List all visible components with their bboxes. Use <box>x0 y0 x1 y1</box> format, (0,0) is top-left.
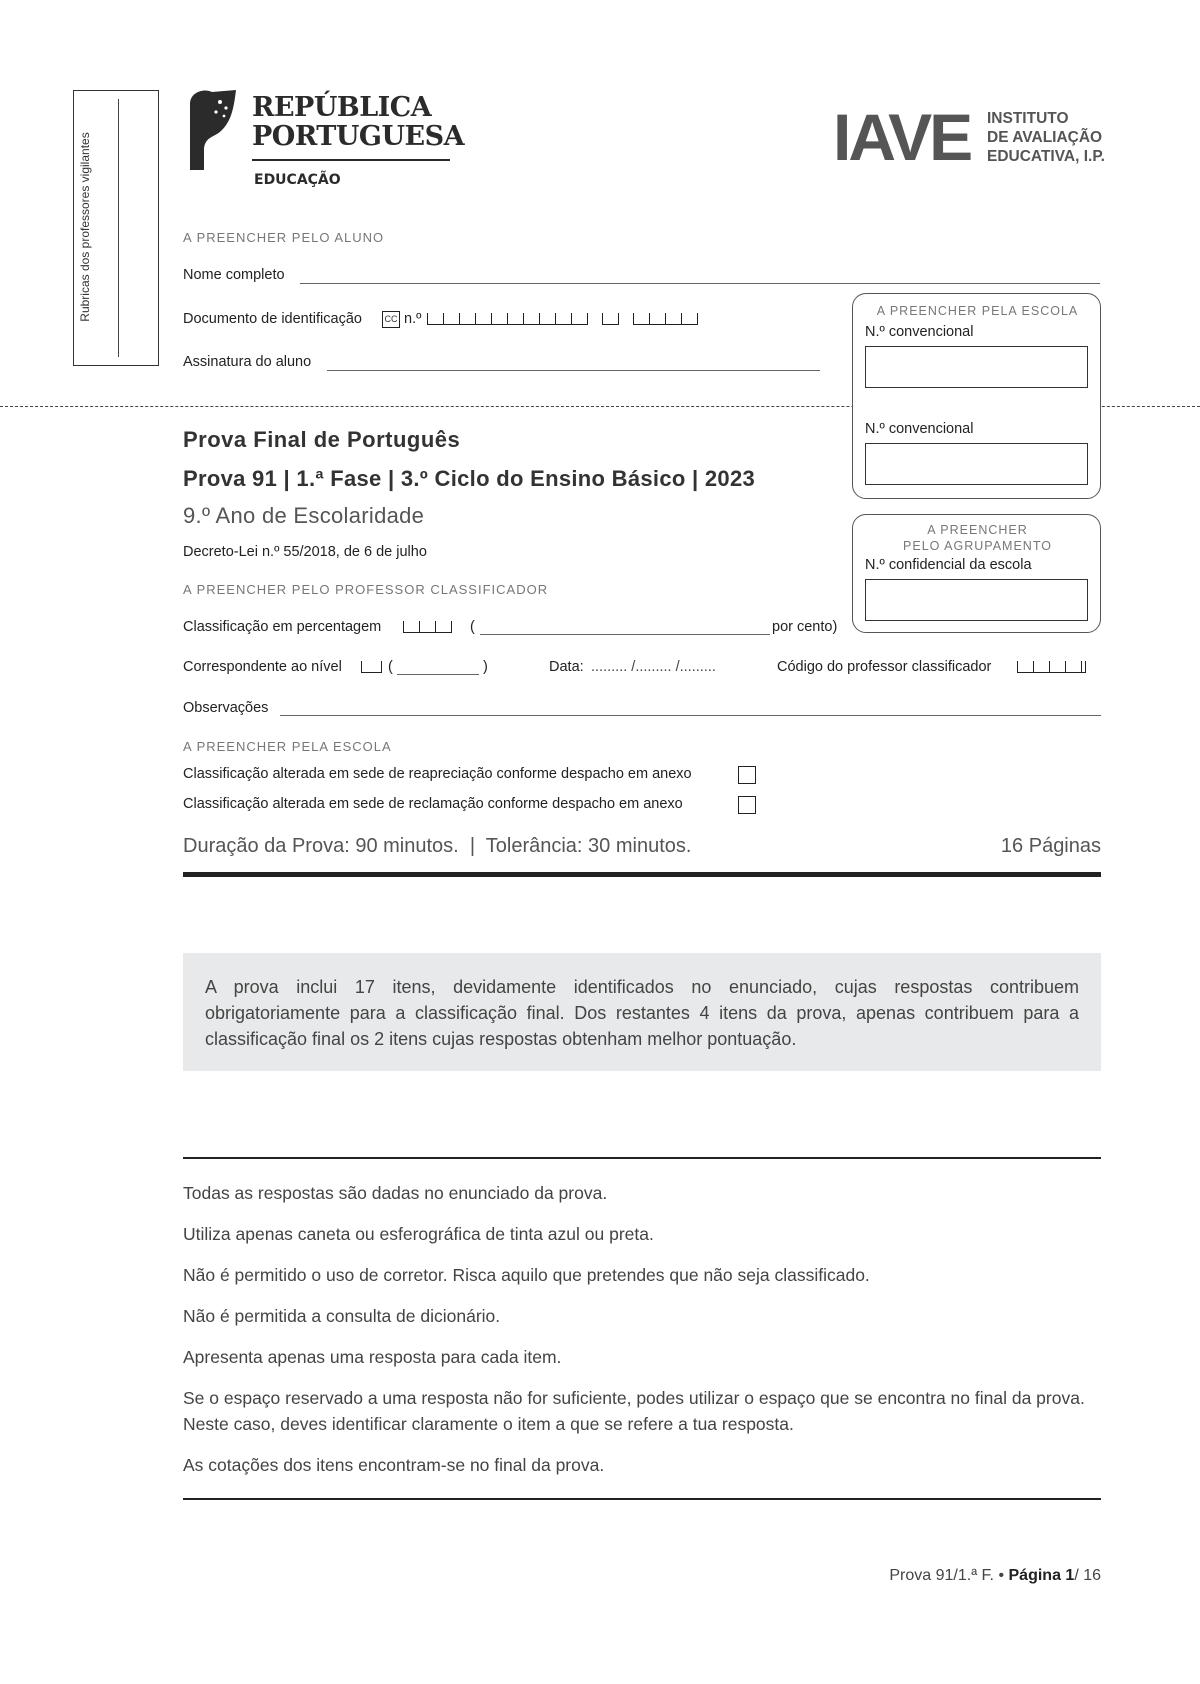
exam-year: 9.º Ano de Escolaridade <box>183 503 425 528</box>
level-label: Correspondente ao nível <box>183 659 342 675</box>
duration-rule <box>183 872 1101 877</box>
doc-cc-label: CC <box>384 314 398 324</box>
group-box-title1: A PREENCHER <box>927 523 1028 537</box>
date-field[interactable]: ......... /......... /......... <box>591 659 716 675</box>
conv2-label: N.º convencional <box>865 421 974 437</box>
republica-emblem-icon <box>182 86 238 170</box>
student-section-label: A PREENCHER PELO ALUNO <box>183 230 385 245</box>
instruction-item: Todas as respostas são dadas no enunciado da prova. <box>183 1183 608 1203</box>
footer-page: Página 1 <box>1008 1567 1075 1584</box>
check2-box[interactable] <box>738 796 756 814</box>
signature-field[interactable] <box>327 370 820 371</box>
instruction-item: Não é permitido o uso de corretor. Risca aquilo que pretendes que não seja classificado. <box>183 1265 870 1285</box>
pages-count: 16 Páginas <box>1000 835 1101 857</box>
percent-open: ( <box>470 619 475 635</box>
instruction-item: Se o espaço reservado a uma resposta não for suficiente, podes utilizar o espaço que se encontra no final da prova. Neste caso, deves identificar claramente o item a que se refere a tua resposta. <box>183 1388 1085 1434</box>
percent-label: Classificação em percentagem <box>183 619 382 635</box>
level-words-field[interactable] <box>397 674 479 675</box>
percent-words-field[interactable] <box>480 634 770 635</box>
info-text: A prova inclui 17 itens, devidamente identificados no enunciado, cujas respostas contribuem obrigatoriamente para a classificação final. Dos restantes 4 itens da prova, apenas contribuem para a classificação final os 2 itens cujas respostas obtenham melhor pontuação. <box>205 977 1079 1049</box>
conv1-input[interactable] <box>865 346 1088 388</box>
level-close: ) <box>483 659 488 675</box>
conf-input[interactable] <box>865 579 1088 621</box>
check1-box[interactable] <box>738 766 756 784</box>
info-box <box>183 953 1101 1071</box>
group-box-title2: PELO AGRUPAMENTO <box>903 539 1052 553</box>
obs-label: Observações <box>183 700 269 716</box>
level-open: ( <box>388 659 393 675</box>
school-box <box>852 293 1101 499</box>
iave-logo <box>833 100 1113 178</box>
footer-prefix: Prova 91/1.ª F. • <box>889 1567 1009 1584</box>
duration-text: Duração da Prova: 90 minutos. | Tolerância: 30 minutos. <box>183 835 692 857</box>
instructions-bottom-rule <box>183 1498 1101 1500</box>
doc-cc-box[interactable] <box>382 311 400 328</box>
exam-title: Prova Final de Português <box>183 427 461 452</box>
school-section-label: A PREENCHER PELA ESCOLA <box>183 739 392 754</box>
footer-suffix: / 16 <box>1074 1567 1101 1584</box>
instruction-item: Não é permitida a consulta de dicionário. <box>183 1306 501 1326</box>
conf-label: N.º confidencial da escola <box>865 557 1032 573</box>
name-label: Nome completo <box>183 267 285 283</box>
instruction-item: Apresenta apenas uma resposta para cada item. <box>183 1347 562 1367</box>
republica-logo <box>182 86 465 196</box>
vigilantes-box <box>73 90 159 366</box>
instruction-item: Utiliza apenas caneta ou esferográfica de tinta azul ou preta. <box>183 1224 654 1244</box>
check1-label: Classificação alterada em sede de reapreciação conforme despacho em anexo <box>183 766 692 782</box>
instructions-top-rule <box>183 1157 1101 1159</box>
vigilantes-label: Rubricas dos professores vigilantes <box>78 132 92 322</box>
name-field[interactable] <box>300 283 1100 284</box>
conv1-label: N.º convencional <box>865 324 974 340</box>
percent-suffix: por cento) <box>772 619 838 635</box>
instructions-list <box>183 1180 1101 1478</box>
percent-cells[interactable] <box>403 621 452 639</box>
iave-wordmark: IAVE <box>833 100 971 174</box>
exam-decree: Decreto-Lei n.º 55/2018, de 6 de julho <box>183 544 427 560</box>
republica-line1: REPÚBLICA <box>252 92 432 123</box>
doc-number-label: n.º <box>404 311 422 327</box>
conv2-input[interactable] <box>865 443 1088 485</box>
code-label: Código do professor classificador <box>777 659 992 675</box>
check2-label: Classificação alterada em sede de reclamação conforme despacho em anexo <box>183 796 683 812</box>
doc-label: Documento de identificação <box>183 311 362 327</box>
republica-line2: PORTUGUESA <box>252 121 465 152</box>
date-label: Data: <box>549 659 584 675</box>
doc-number-field[interactable] <box>427 313 698 331</box>
school-box-title: A PREENCHER PELA ESCOLA <box>876 304 1079 318</box>
exam-subtitle: Prova 91 | 1.ª Fase | 3.º Ciclo do Ensino Básico | 2023 <box>183 466 756 491</box>
grader-section-label: A PREENCHER PELO PROFESSOR CLASSIFICADOR <box>183 582 549 597</box>
instruction-item: As cotações dos itens encontram-se no final da prova. <box>183 1455 605 1475</box>
iave-line3: EDUCATIVA, I.P. <box>987 148 1105 165</box>
iave-line2: DE AVALIAÇÃO <box>987 129 1103 146</box>
iave-line1: INSTITUTO <box>987 110 1069 127</box>
code-cells[interactable] <box>1017 661 1086 679</box>
educacao-label: EDUCAÇÃO <box>254 172 341 188</box>
level-cell[interactable] <box>361 661 382 679</box>
signature-label: Assinatura do aluno <box>183 354 312 370</box>
obs-field[interactable] <box>280 715 1101 716</box>
group-box <box>852 514 1101 633</box>
page-footer <box>700 1567 1101 1585</box>
